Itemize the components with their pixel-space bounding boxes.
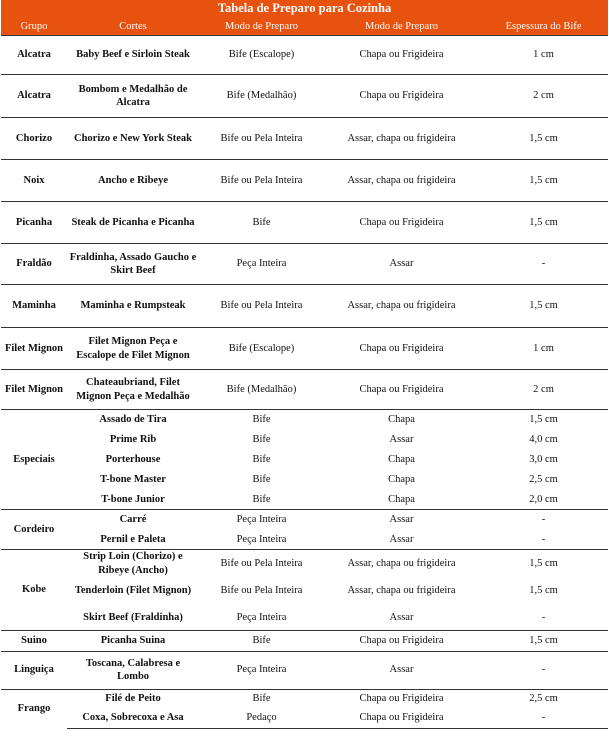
table-row [1,160,608,202]
modo-2-cell: Assar [324,651,479,689]
espessura-cell: - [479,244,608,285]
modo-1-cell: Bife ou Pela Inteira [199,118,324,160]
table-title: Tabela de Preparo para Cozinha [1,0,608,18]
table-row [1,202,608,244]
espessura-cell: 1,5 cm [479,160,608,202]
table-row [1,470,608,490]
espessura-cell: 2,5 cm [479,689,608,708]
modo-2-cell: Assar, chapa ou frigideira [324,160,479,202]
corte-cell: Assado de Tira [67,410,199,430]
modo-1-cell: Peça Inteira [199,244,324,285]
corte-cell: Picanha Suina [67,630,199,651]
espessura-cell: - [479,708,608,728]
espessura-cell: - [479,651,608,689]
espessura-cell: 1 cm [479,328,608,370]
corte-cell: Strip Loin (Chorizo) e Ribeye (Ancho) [67,550,199,578]
group-cell: Filet Mignon [1,328,67,370]
modo-2-cell: Assar, chapa ou frigideira [324,118,479,160]
group-cell: Frango [1,689,67,728]
table-row [1,450,608,470]
espessura-cell: 2 cm [479,75,608,118]
modo-1-cell: Bife [252,493,271,505]
table-row [1,328,608,370]
corte-cell: Skirt Beef (Fraldinha) [83,611,183,623]
espessura-cell: 2,0 cm [529,493,558,505]
modo-1-cell: Pedaço [199,708,324,728]
modo-1-cell: Bife [252,433,271,445]
modo-2-cell: Assar [324,244,479,285]
table-row [1,577,608,605]
col-header-modo-1: Modo de Preparo [199,18,324,36]
group-cell: Maminha [1,285,67,328]
modo-2-cell: Assar [389,611,414,623]
corte-cell: Filet Mignon Peça e Escalope de Filet Mignon [67,328,199,370]
modo-1-cell: Peça Inteira [199,510,324,530]
modo-2-cell: Assar [389,433,414,445]
modo-2-cell: Assar, chapa ou frigideira [324,550,479,578]
table-row [1,244,608,285]
table-row [1,285,608,328]
modo-1-cell: Bife (Escalope) [199,328,324,370]
espessura-cell: - [479,510,608,530]
espessura-cell: 2 cm [479,370,608,410]
modo-1-cell: Bife ou Pela Inteira [199,160,324,202]
modo-1-cell: Bife [199,202,324,244]
table-row [1,75,608,118]
modo-1-cell: Bife [199,630,324,651]
group-cell: Noix [1,160,67,202]
table-row [1,510,608,530]
modo-2-cell: Chapa ou Frigideira [324,370,479,410]
modo-1-cell: Peça Inteira [236,611,287,623]
espessura-cell: 1,5 cm [479,630,608,651]
modo-2-cell: Chapa [388,453,415,465]
espessura-cell: 1,5 cm [479,118,608,160]
group-cell: Suino [1,630,67,651]
modo-2-cell: Assar [324,510,479,530]
col-header-cortes: Cortes [67,18,199,36]
corte-cell: T-bone Master [100,473,166,485]
espessura-cell: 3,0 cm [529,453,558,465]
espessura-cell: 1,5 cm [479,550,608,578]
table-row [1,550,608,578]
col-header-grupo: Grupo [1,18,67,36]
corte-cell: Chateaubriand, Filet Mignon Peça e Medalhão [67,370,199,410]
modo-2-cell: Assar, chapa ou frigideira [324,285,479,328]
preparo-table [1,0,608,729]
table-body [1,36,608,729]
group-cell: Alcatra [1,75,67,118]
corte-cell: Pernil e Paleta [100,533,166,545]
modo-2-cell: Chapa [324,410,479,430]
modo-2-cell: Assar, chapa ou frigideira [347,585,456,597]
table-row [1,651,608,689]
header-row [1,18,608,36]
modo-2-cell: Chapa ou Frigideira [324,36,479,75]
espessura-cell: 1,5 cm [529,585,558,597]
modo-1-cell: Bife ou Pela Inteira [199,285,324,328]
group-cell: Chorizo [1,118,67,160]
corte-cell: Maminha e Rumpsteak [67,285,199,328]
corte-cell: Filé de Peito [67,689,199,708]
group-cell: Fraldão [1,244,67,285]
modo-2-cell: Chapa [388,473,415,485]
table-row [1,490,608,510]
espessura-cell: - [541,533,546,545]
table-row [1,370,608,410]
col-header-modo-2: Modo de Preparo [324,18,479,36]
corte-cell: Carré [67,510,199,530]
modo-1-cell: Bife ou Pela Inteira [199,550,324,578]
corte-cell: Bombom e Medalhão de Alcatra [67,75,199,118]
modo-2-cell: Assar [389,533,414,545]
title-row [1,0,608,18]
group-cell: Filet Mignon [1,370,67,410]
corte-cell: T-bone Junior [101,493,165,505]
modo-1-cell: Bife [199,410,324,430]
table-row [1,36,608,75]
group-cell: Alcatra [1,36,67,75]
modo-2-cell: Chapa ou Frigideira [324,328,479,370]
modo-1-cell: Bife [252,453,271,465]
modo-1-cell: Peça Inteira [199,651,324,689]
modo-2-cell: Chapa ou Frigideira [324,202,479,244]
modo-1-cell: Bife (Medalhão) [199,75,324,118]
table-row [1,530,608,550]
modo-1-cell: Bife ou Pela Inteira [220,585,303,597]
corte-cell: Ancho e Ribeye [67,160,199,202]
espessura-cell: 1,5 cm [479,410,608,430]
corte-cell: Chorizo e New York Steak [67,118,199,160]
modo-1-cell: Peça Inteira [236,533,287,545]
espessura-cell: 1,5 cm [479,202,608,244]
corte-cell: Baby Beef e Sirloin Steak [67,36,199,75]
corte-cell: Steak de Picanha e Picanha [67,202,199,244]
group-cell: Kobe [1,550,67,631]
table-row [1,630,608,651]
espessura-cell: 1,5 cm [479,285,608,328]
table-row [1,605,608,630]
modo-1-cell: Bife (Escalope) [199,36,324,75]
modo-2-cell: Chapa ou Frigideira [324,630,479,651]
modo-1-cell: Bife (Medalhão) [199,370,324,410]
modo-2-cell: Chapa ou Frigideira [324,708,479,728]
modo-2-cell: Chapa [388,493,415,505]
espessura-cell: 2,5 cm [529,473,558,485]
corte-cell: Fraldinha, Assado Gaucho e Skirt Beef [67,244,199,285]
modo-2-cell: Chapa ou Frigideira [324,75,479,118]
group-cell: Linguiça [1,651,67,689]
modo-2-cell: Chapa ou Frigideira [324,689,479,708]
table-row [1,118,608,160]
corte-cell: Porterhouse [105,453,161,465]
group-cell: Cordeiro [1,510,67,550]
modo-1-cell: Bife [252,473,271,485]
table-row [1,410,608,430]
espessura-cell: - [541,611,546,623]
corte-cell: Coxa, Sobrecoxa e Asa [67,708,199,728]
table-row [1,689,608,708]
col-header-espessura: Espessura do Bife [479,18,608,36]
corte-cell: Tenderloin (Filet Mignon) [74,585,192,597]
espessura-cell: 1 cm [479,36,608,75]
corte-cell: Toscana, Calabresa e Lombo [67,651,199,689]
group-cell: Especiais [1,410,67,510]
table-row [1,708,608,728]
corte-cell: Prime Rib [109,433,157,445]
espessura-cell: 4,0 cm [529,433,558,445]
table-row [1,430,608,450]
modo-1-cell: Bife [199,689,324,708]
group-cell: Picanha [1,202,67,244]
